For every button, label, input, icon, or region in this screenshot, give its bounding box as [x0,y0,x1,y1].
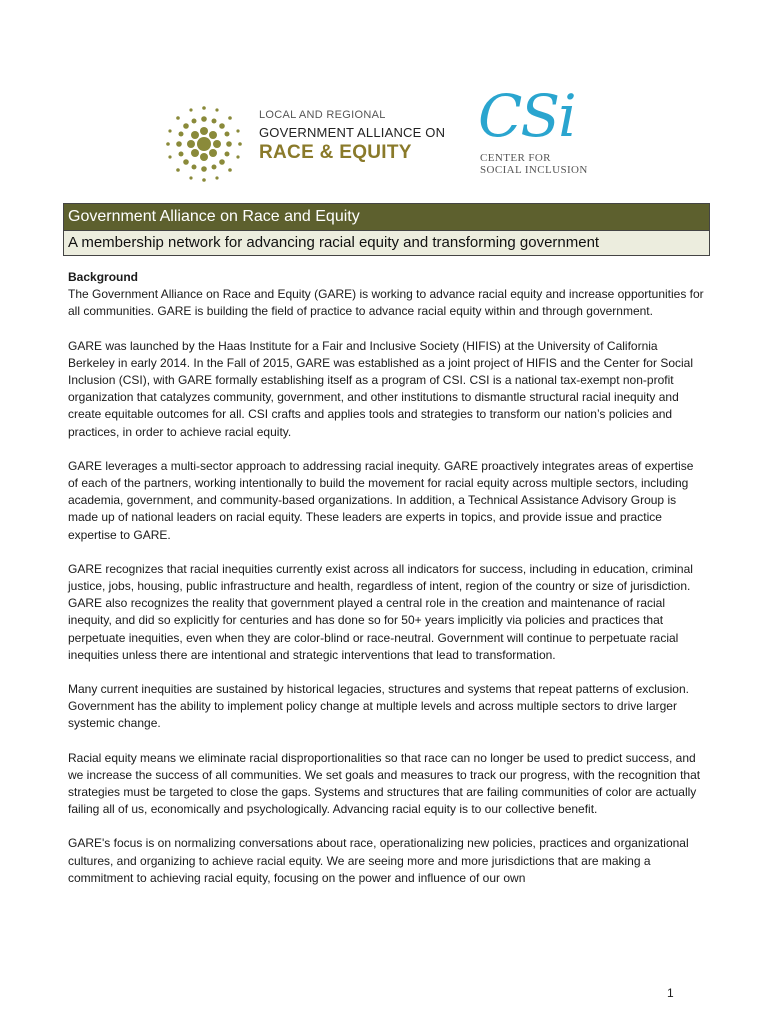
paragraph: Racial equity means we eliminate racial disproportionalities so that race can no longer be used to predict success, and we increase the success of all communities. We set goals and measures to track our progress, with the recognition that strategies must be targeted to close the gaps. Systems and structures that are failing communities of color are actually failing all of us, economically and psychologically. Advancing racial equity is to our collective benefit. [68,750,701,817]
paragraph: GARE recognizes that racial inequities currently exist across all indicators for success, including in education, criminal justice, jobs, housing, public infrastructure and health, regardless of intent, region of the country or size of jurisdiction. GARE also recognizes the reality that government played a central role in the creation and maintenance of racial inequity, and did so explicitly for centuries and has done so for 50+ years implicitly via policies and practices that perpetuate inequities, even when they are color-blind or race-neutral. Government will continue to perpetuate racial inequities unless there are intentional and strategic interventions that lead to transformation. [68,561,693,662]
gare-logo [164,104,464,184]
gare-logo-text [259,109,445,164]
csi-logo-wordmark: CSi [478,82,575,150]
csi-logo [478,82,608,181]
page-subtitle: A membership network for advancing racial equity and transforming government [64,230,709,255]
paragraph: The Government Alliance on Race and Equity (GARE) is working to advance racial equity and increase opportunities for all communities. GARE is building the field of practice to advance racial equity within and through government. [68,287,704,319]
csi-logo-line2: SOCIAL INCLUSION [480,164,588,176]
gare-logo-line2: GOVERNMENT ALLIANCE ON [259,125,446,140]
page-number: 1 [667,986,674,1000]
section-heading: Background [68,270,139,284]
document-body [68,269,704,904]
paragraph: Many current inequities are sustained by historical legacies, structures and systems that repeat patterns of exclusion. Government has the ability to implement policy change at multiple levels and across multiple sectors to drive larger systemic change. [68,682,689,731]
paragraph: GARE was launched by the Haas Institute for a Fair and Inclusive Society (HIFIS) at the University of California Berkeley in early 2014. In the Fall of 2015, GARE was established as a joint project of HIFIS and the Center for Social Inclusion (CSI), with GARE formally establishing itself as a program of CSI. CSI is a national tax-exempt non-profit organization that catalyzes community, government, and other institutions to dismantle structural racial inequity and create equitable outcomes for all. CSI crafts and applies tools and strategies to transform our nation’s policies and practices, in order to achieve racial equity. [68,338,693,439]
gare-logo-line3: RACE & EQUITY [259,142,412,163]
paragraph: GARE leverages a multi-sector approach to addressing racial inequity. GARE proactively integrates areas of expertise of each of the partners, working intentionally to build the movement for racial equity across multiple sectors, including academia, government, and community-based organizations. In addition, a Technical Assistance Advisory Group is made up of national leaders on racial equity. These leaders are experts in topics, and provide issue and practice expertise to GARE. [68,458,694,542]
paragraph: GARE's focus is on normalizing conversations about race, operationalizing new policies, practices and organizational cultures, and organizing to achieve racial equity. We are seeing more and more jurisdictions that are making a commitment to achieving racial equity, focusing on the power and influence of our own [68,836,689,885]
page-title: Government Alliance on Race and Equity [64,204,709,230]
title-banner [63,203,710,256]
gare-logo-line1: LOCAL AND REGIONAL [259,109,386,121]
gare-dots-icon [164,104,244,184]
csi-logo-subtitle [480,152,588,176]
csi-logo-line1: CENTER FOR [480,152,551,164]
